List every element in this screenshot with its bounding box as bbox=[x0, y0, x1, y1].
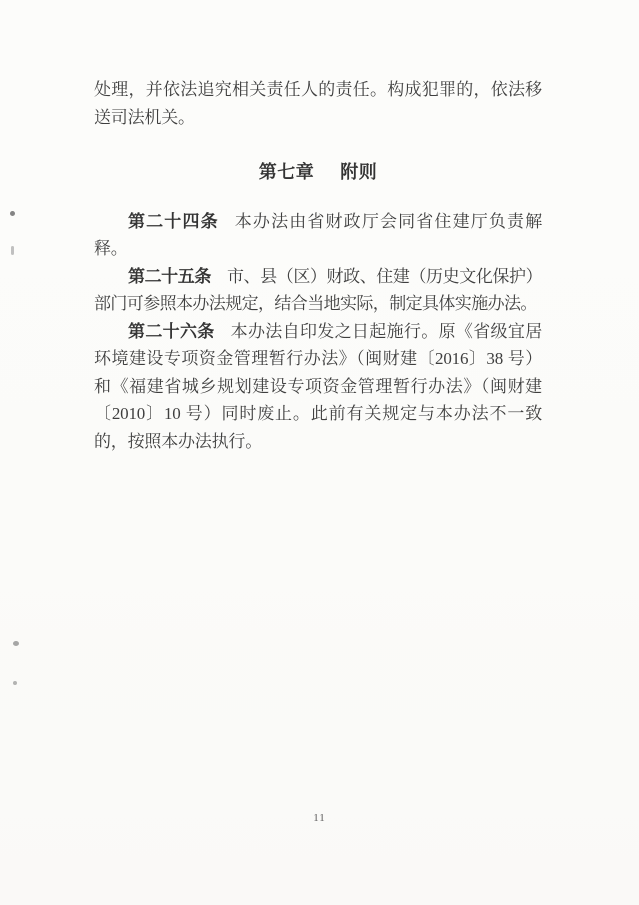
article-26-text: 本办法自印发之日起施行。原《省级宜居环境建设专项资金管理暂行办法》（闽财建〔2016〕38 号）和《福建省城乡规划建设专项资金管理暂行办法》（闽财建〔2010〕10 号）同时废止。此前有关规定与本办法不一致的，按照本办法执行。 bbox=[94, 321, 542, 451]
article-25 bbox=[94, 263, 542, 318]
continuation-paragraph: 处理，并依法追究相关责任人的责任。构成犯罪的，依法移送司法机关。 bbox=[94, 80, 542, 127]
chapter-heading bbox=[94, 159, 542, 187]
chapter-title: 附则 bbox=[340, 162, 378, 182]
article-24-label: 第二十四条 bbox=[128, 211, 219, 231]
article-24 bbox=[94, 208, 542, 263]
article-25-label: 第二十五条 bbox=[128, 266, 211, 286]
scan-speck bbox=[11, 246, 14, 255]
chapter-number: 第七章 bbox=[258, 162, 315, 182]
page-number: 11 bbox=[313, 812, 326, 824]
scan-speck bbox=[10, 211, 15, 216]
article-26 bbox=[94, 318, 542, 456]
scan-speck bbox=[13, 681, 17, 685]
scan-speck bbox=[13, 641, 19, 646]
article-24-text: 本办法由省财政厅会同省住建厅负责解释。 bbox=[94, 211, 542, 258]
document-body bbox=[94, 76, 542, 455]
article-25-text: 市、县（区）财政、住建（历史文化保护）部门可参照本办法规定，结合当地实际，制定具体实施办法。 bbox=[94, 266, 543, 313]
article-26-label: 第二十六条 bbox=[128, 321, 215, 341]
